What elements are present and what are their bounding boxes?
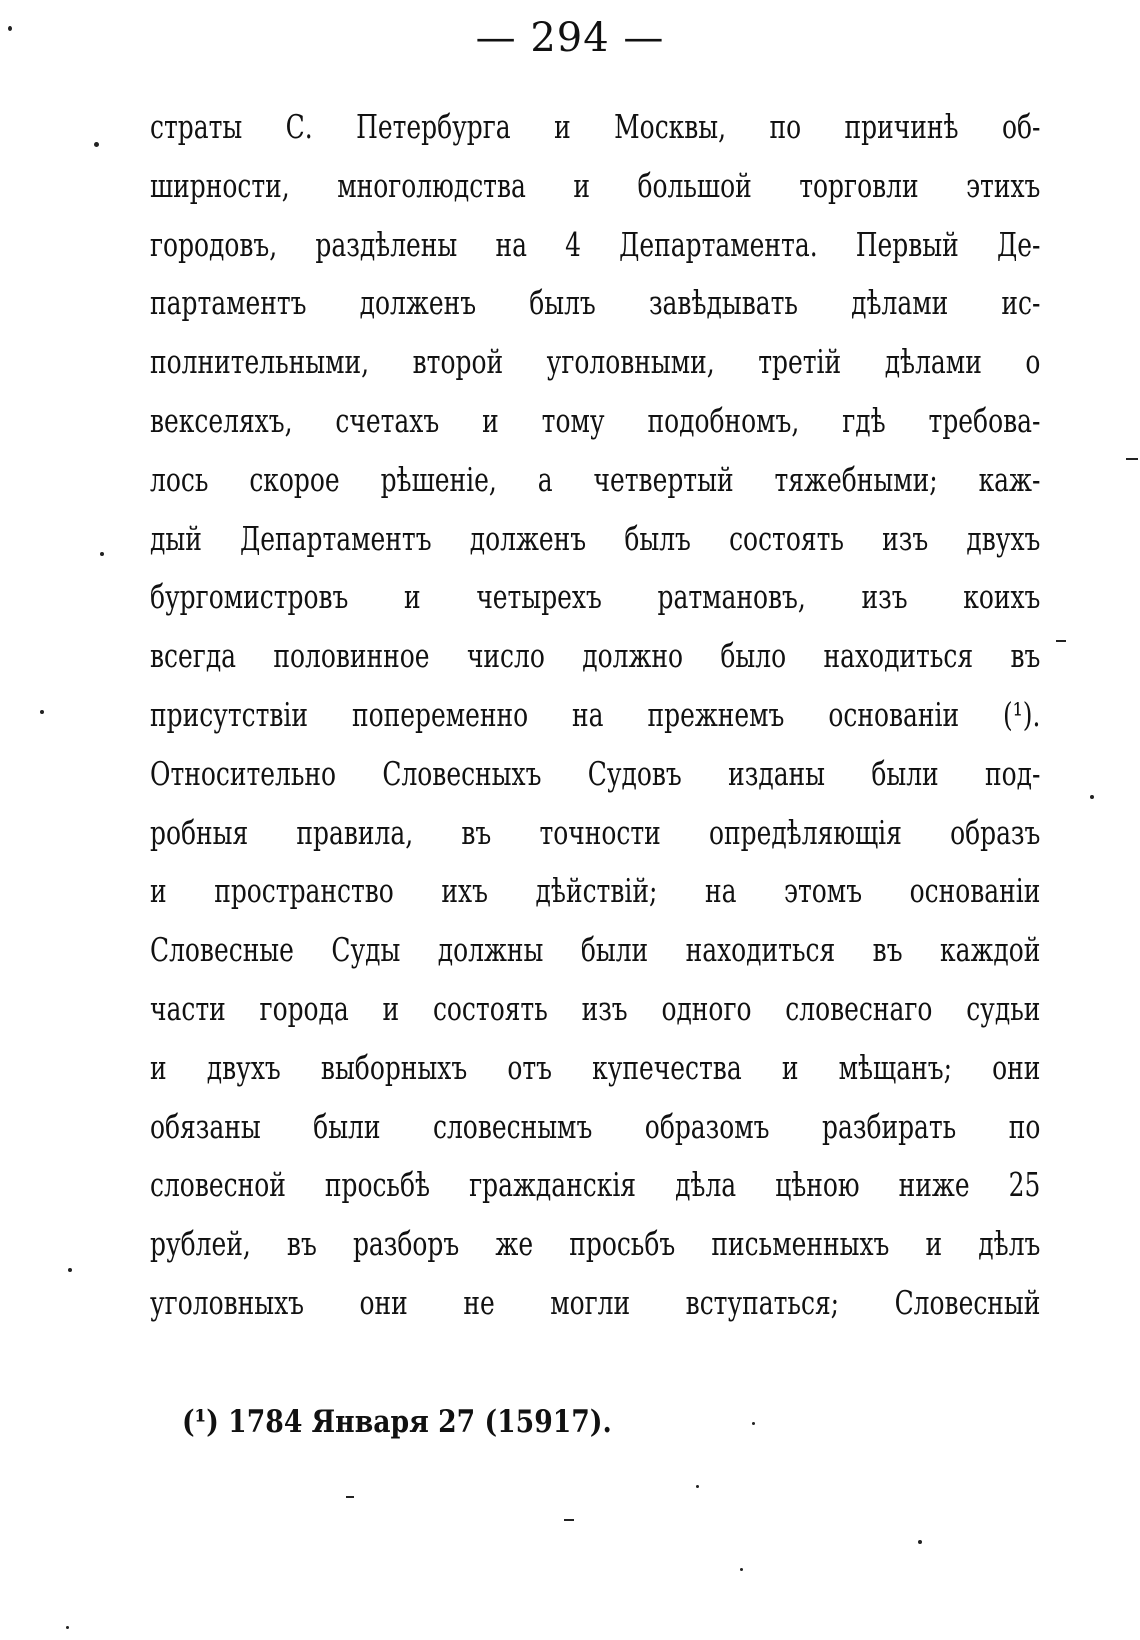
text-line: партаментъ долженъ былъ завѣдывать дѣлами ис- — [150, 283, 1041, 323]
footnote: (¹) 1784 Января 27 (15917). — [182, 1404, 612, 1440]
scan-speck — [40, 710, 44, 714]
text-line: Словесные Суды должны были находиться въ каждой — [150, 930, 1041, 970]
text-line: городовъ, раздѣлены на 4 Департамента. Первый Де- — [150, 224, 1041, 264]
scan-speck — [1126, 458, 1138, 460]
page-number: — 294 — — [475, 15, 665, 61]
text-line: рублей, въ разборъ же просьбъ письменныхъ и дѣлъ — [150, 1224, 1041, 1264]
scan-speck — [696, 1485, 699, 1488]
text-line: ширности, многолюдства и большой торговли этихъ — [150, 165, 1041, 205]
text-line: всегда половинное число должно было находиться въ — [150, 636, 1041, 676]
text-line: и пространство ихъ дѣйствій; на этомъ основаніи — [150, 871, 1041, 911]
text-line: робныя правила, въ точности опредѣляющія образъ — [150, 812, 1041, 852]
scan-speck — [66, 1626, 69, 1629]
scan-speck — [918, 1540, 922, 1544]
text-line: векселяхъ, счетахъ и тому подобномъ, гдѣ требова- — [150, 400, 1041, 440]
scan-speck — [1056, 640, 1066, 642]
text-line: страты С. Петербурга и Москвы, по причинѣ об- — [150, 107, 1041, 146]
text-line: Относительно Словесныхъ Судовъ изданы были под- — [150, 753, 1041, 793]
text-line: присутствіи попеременно на прежнемъ основаніи (¹). — [150, 694, 1041, 734]
scan-speck — [346, 1496, 354, 1498]
text-line: бургомистровъ и четырехъ ратмановъ, изъ коихъ — [150, 577, 1041, 617]
body-text — [150, 98, 1040, 1333]
text-line: полнительными, второй уголовными, третій дѣлами о — [150, 342, 1041, 382]
text-line: обязаны были словеснымъ образомъ разбирать по — [150, 1106, 1041, 1146]
scan-speck — [740, 1568, 743, 1571]
text-line: и двухъ выборныхъ отъ купечества и мѣщанъ; они — [150, 1047, 1041, 1087]
text-line: части города и состоять изъ одного словеснаго судьи — [150, 988, 1041, 1028]
text-line: лось скорое рѣшеніе, а четвертый тяжебными; каж- — [150, 459, 1041, 499]
scan-speck — [8, 26, 12, 31]
scan-speck — [68, 1268, 72, 1272]
scan-speck — [1090, 795, 1094, 799]
scan-speck — [94, 142, 99, 147]
scan-speck — [100, 552, 104, 556]
text-line: словесной просьбѣ гражданскія дѣла цѣною ниже 25 — [150, 1165, 1041, 1205]
scan-speck — [752, 1422, 755, 1425]
text-line: дый Департаментъ долженъ былъ состоять изъ двухъ — [150, 518, 1041, 558]
text-line: уголовныхъ они не могли вступаться; Словесный — [150, 1282, 1041, 1322]
scan-speck — [564, 1519, 574, 1521]
